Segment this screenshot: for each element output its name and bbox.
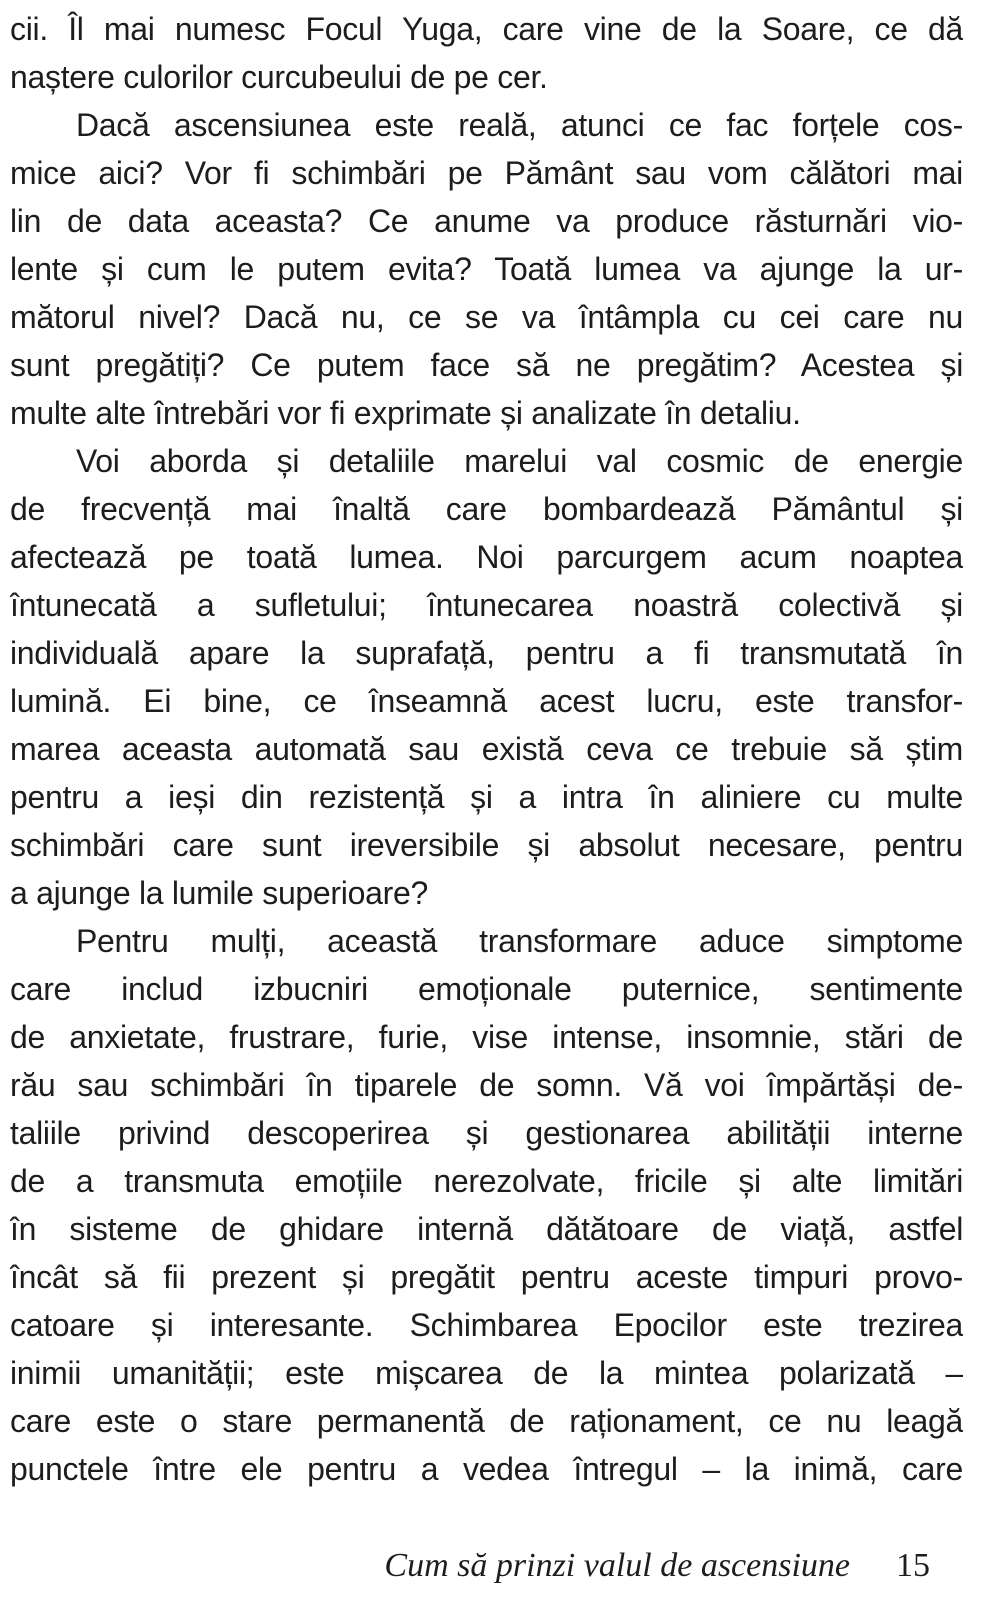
text-line: catoare și interesante. Schimbarea Epocilor este trezirea bbox=[10, 1307, 963, 1343]
text-line: Voi aborda și detaliile marelui val cosmic de energie bbox=[76, 443, 963, 479]
text-line: cii. Îl mai numesc Focul Yuga, care vine de la Soare, ce dă bbox=[10, 11, 963, 47]
text-line: a ajunge la lumile superioare? bbox=[10, 875, 428, 911]
text-line: marea aceasta automată sau există ceva ce trebuie să știm bbox=[10, 731, 963, 767]
text-line: care includ izbucniri emoționale puternice, sentimente bbox=[10, 971, 963, 1007]
text-line: în sisteme de ghidare internă dătătoare de viață, astfel bbox=[10, 1211, 963, 1247]
running-title: Cum să prinzi valul de ascensiune bbox=[384, 1547, 850, 1584]
text-line: Pentru mulți, această transformare aduce simptome bbox=[76, 923, 963, 959]
page-number: 15 bbox=[896, 1547, 930, 1584]
text-line: afectează pe toată lumea. Noi parcurgem acum noaptea bbox=[10, 539, 963, 575]
text-line: naștere culorilor curcubeului de pe cer. bbox=[10, 59, 548, 95]
text-line: care este o stare permanentă de raționament, ce nu leagă bbox=[10, 1403, 963, 1439]
text-line: inimii umanității; este mișcarea de la mintea polarizată – bbox=[10, 1355, 963, 1391]
text-line: lumină. Ei bine, ce înseamnă acest lucru, este transfor- bbox=[10, 683, 963, 719]
text-line: rău sau schimbări în tiparele de somn. Vă voi împărtăși de- bbox=[10, 1067, 963, 1103]
text-line: pentru a ieși din rezistență și a intra în aliniere cu multe bbox=[10, 779, 963, 815]
text-line: încât să fii prezent și pregătit pentru aceste timpuri provo- bbox=[10, 1259, 963, 1295]
page-text bbox=[10, 5, 963, 1493]
page-footer bbox=[0, 1540, 930, 1592]
text-line: întunecată a sufletului; întunecarea noastră colectivă și bbox=[10, 587, 963, 623]
text-line: schimbări care sunt ireversibile și absolut necesare, pentru bbox=[10, 827, 963, 863]
text-line: lente și cum le putem evita? Toată lumea va ajunge la ur- bbox=[10, 251, 963, 287]
text-line: taliile privind descoperirea și gestionarea abilității interne bbox=[10, 1115, 963, 1151]
text-line: lin de data aceasta? Ce anume va produce răsturnări vio- bbox=[10, 203, 963, 239]
text-line: mătorul nivel? Dacă nu, ce se va întâmpla cu cei care nu bbox=[10, 299, 963, 335]
text-line: mice aici? Vor fi schimbări pe Pământ sau vom călători mai bbox=[10, 155, 963, 191]
text-line: de anxietate, frustrare, furie, vise intense, insomnie, stări de bbox=[10, 1019, 963, 1055]
text-line: Dacă ascensiunea este reală, atunci ce fac forțele cos- bbox=[76, 107, 963, 143]
text-line: multe alte întrebări vor fi exprimate și analizate în detaliu. bbox=[10, 395, 801, 431]
text-line: de frecvență mai înaltă care bombardează Pământul și bbox=[10, 491, 963, 527]
text-line: individuală apare la suprafață, pentru a fi transmutată în bbox=[10, 635, 963, 671]
text-line: sunt pregătiți? Ce putem face să ne pregătim? Acestea și bbox=[10, 347, 963, 383]
text-line: de a transmuta emoțiile nerezolvate, fricile și alte limitări bbox=[10, 1163, 963, 1199]
text-line: punctele între ele pentru a vedea întregul – la inimă, care bbox=[10, 1451, 963, 1487]
